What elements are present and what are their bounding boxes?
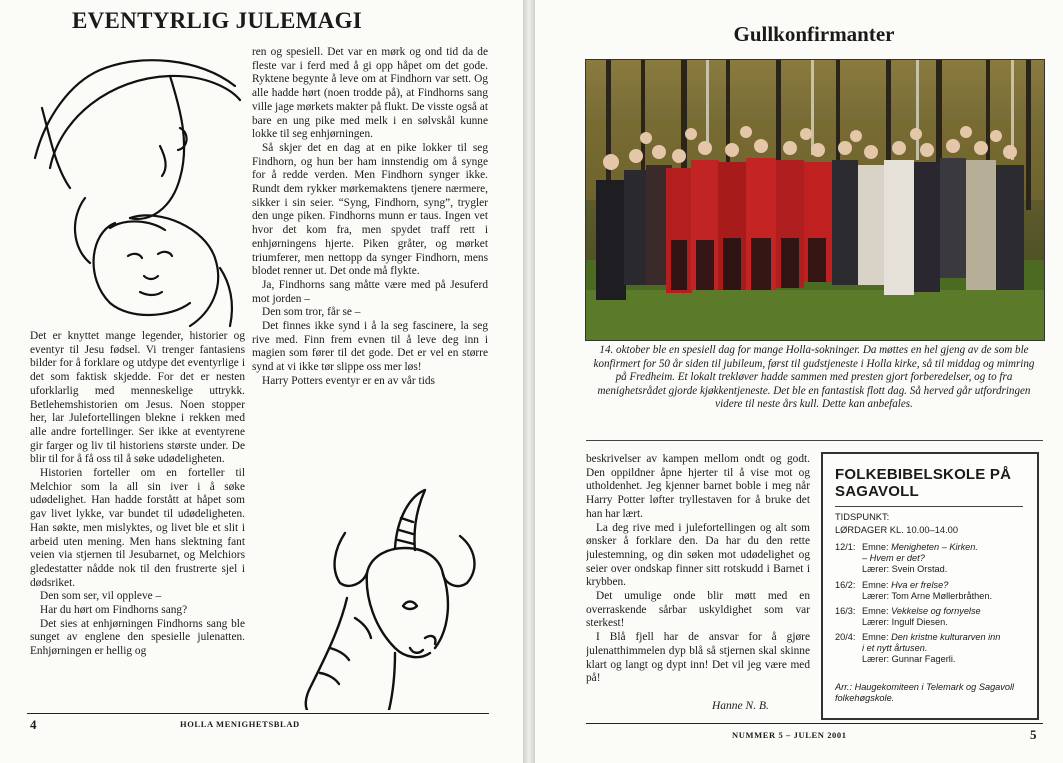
left-column-1: [30, 330, 245, 708]
page-number: 5: [1030, 727, 1037, 742]
paragraph: Det sies at enhjørningen Findhorns sang ble sunget av englene den spesielle julenatten. Enhjørningen er hellig og: [30, 617, 245, 658]
folkebibelskole-box: [821, 452, 1039, 720]
footer-rule: [27, 713, 489, 714]
time-label: TIDSPUNKT:: [835, 512, 890, 522]
paragraph: La deg rive med i julefortellingen og alt som ønsker å forklare den. Da har du den rette julestemning, og din søken mot udødelighet og seier over ondskap finner sitt rotskudd i Barnet i krybben.: [586, 521, 810, 589]
time-value: LØRDAGER KL. 10.00–14.00: [835, 525, 958, 535]
schedule-topic-cont: i et nytt årtusen.: [862, 643, 928, 653]
schedule-entry: [835, 606, 1035, 628]
paragraph: Har du hørt om Findhorns sang?: [40, 604, 188, 617]
schedule-teacher: Lærer: Svein Orstad.: [862, 564, 948, 574]
author-signature: Hanne N. B.: [712, 700, 769, 712]
schedule-teacher: Lærer: Tom Arne Møllerbråthen.: [862, 591, 993, 601]
schedule-teacher: Lærer: Ingulf Diesen.: [862, 617, 948, 627]
box-divider: [835, 506, 1023, 507]
organizer-note: Arr.: Haugekomiteen i Telemark og Sagavoll folkehøgskole.: [835, 682, 1015, 703]
schedule-prefix: Emne:: [862, 542, 889, 552]
mother-and-child-illustration: [30, 48, 245, 328]
paragraph: Den som tror, får se –: [262, 306, 361, 319]
paragraph: I Blå fjell har de ansvar for å gjøre julenatthimmelen dyp blå så stjernen skal skinne klart og langt og dypt inn! Det vil jeg være med på!: [586, 631, 810, 685]
paragraph: Historien forteller om en forteller til Melchior som la all sin iver i å søke udødelighet. Han hadde forstått at håpet som gav livet lykke, var bundet til udødeligheten. Han søkte, men mislyktes, og livet ble et slit i arbeid uten mening. Men hans slektning fant veien via stjernen til Jesubarnet, og Melchiors gledestatter nådde nok til den frustrerte sjel i dødsriket.: [30, 467, 245, 589]
schedule-topic: Hva er frelse?: [891, 580, 949, 590]
issue-name: NUMMER 5 – JULEN 2001: [732, 730, 847, 740]
publication-name: HOLLA MENIGHETSBLAD: [180, 719, 300, 729]
left-column-2: [252, 46, 488, 484]
book-gutter: [523, 0, 535, 763]
schedule-entry: [835, 632, 1035, 665]
paragraph: Så skjer det en dag at en pike lokker til seg Findhorn, og hun ber ham innstendig om å synge for å redde verden. Men Findhorn synger ikke. Rundt dem rykker mørkemaktens tjenere nærmere, sikker i sin seier. “Syng, Findhorn, syng”, trygler den unge piken. Findhorns munn er taus. Ingen vet hvor det kom fra, men spydet traff rett i enhjørningens hjerte. Piken gråter, og mørket triumferer, men nettopp da synger Findhorn, mens blodet renner ut. Det onde må flykte.: [252, 141, 488, 278]
paragraph: Det umulige onde blir møtt med en overraskende sårbar uskyldighet som var sterkest!: [586, 590, 810, 630]
schedule-date: 20/4:: [835, 632, 856, 642]
schedule-entry: [835, 542, 1035, 575]
photo-caption: 14. oktober ble en spesiell dag for mange Holla-sokninger. Da møttes en hel gjeng av de som ble konfirmert for 50 år siden til jubileum, først til gudstjeneste i Holla kirke, så til middag og mimring på Fredheim. Et lokalt trekløver hadde sammen med presten gjort forberedelser, og to fra menighetsrådet gjorde kjøkkentjeneste. Det ble en fantastisk flott dag. Så herved går utfordringen videre til neste års kull. Dette kan anbefales.: [593, 344, 1035, 411]
schedule-prefix: Emne:: [862, 580, 889, 590]
goat-illustration: [285, 488, 485, 710]
schedule-date: 16/3:: [835, 606, 856, 616]
schedule-topic: Menigheten – Kirken.: [891, 542, 978, 552]
paragraph: Det finnes ikke synd i å la seg fascinere, la seg rive med. Finn frem evnen til å leve deg inn i magien som fører til det gode. Det er vel en større synd at vi ikke tør slippe oss mer løs!: [252, 320, 488, 374]
article-title: EVENTYRLIG JULEMAGI: [71, 8, 363, 33]
paragraph: beskrivelser av kampen mellom ondt og godt. Den oppildner åpne hjerter til å vise mot og utholdenhet. Jeg kjenner barnet boble i meg når Harry Potter løfter tryllestaven for å bruke det han har lært.: [586, 453, 810, 520]
section-divider: [586, 440, 1043, 441]
schedule-prefix: Emne:: [862, 606, 889, 616]
footer-rule: [586, 723, 1043, 724]
paragraph: Harry Potters eventyr er en av vår tids: [262, 374, 435, 387]
schedule-teacher: Lærer: Gunnar Fagerli.: [862, 654, 956, 664]
schedule-date: 16/2:: [835, 580, 856, 590]
schedule-topic: Vekkelse og fornyelse: [891, 606, 981, 616]
schedule-date: 12/1:: [835, 542, 856, 552]
schedule-entry: [835, 580, 1035, 602]
right-column: [586, 453, 810, 693]
schedule-topic-cont: – Hvem er det?: [862, 553, 925, 563]
paragraph: ren og spesiell. Det var en mørk og ond tid da de fleste var i ferd med å gi opp håpet om det gode. Ryktene begynte å leve om at Findhorn var sett. Og alle hadde hørt (noen trodde på), at Findhorns sang ville jage mørkets makter på flukt. De visste også at bare en ung pike med melk i en sølvskål kunne lokke til seg enhjørningen.: [252, 46, 488, 141]
paragraph: Det er knyttet mange legender, historier og eventyr til Jesu fødsel. Vi trenger fantasiens bilder for å forklare og utdype det eventyrlige i det som faktisk skjedde. For det er nesten uforklarlig med menneskelige uttrykk. Betlehemshistorien om Jesus. Noen stopper her, lar Julefortellingen blekne i rekken med alle andre fortellinger. Ser ikke at eventyrene gir farger og liv til historiens største under. De blir til for å få oss til å søke udødeligheten.: [30, 330, 245, 466]
box-title: FOLKEBIBELSKOLE PÅ SAGAVOLL: [835, 466, 1012, 500]
schedule-topic: Den kristne kulturarven inn: [891, 632, 1001, 642]
group-photo: [585, 59, 1045, 341]
schedule-prefix: Emne:: [862, 632, 889, 642]
paragraph: Ja, Findhorns sang måtte være med på Jesuferd mot jorden –: [252, 278, 488, 305]
page-number: 4: [30, 717, 37, 732]
article-title: Gullkonfirmanter: [733, 22, 895, 46]
paragraph: Den som ser, vil oppleve –: [40, 590, 162, 603]
